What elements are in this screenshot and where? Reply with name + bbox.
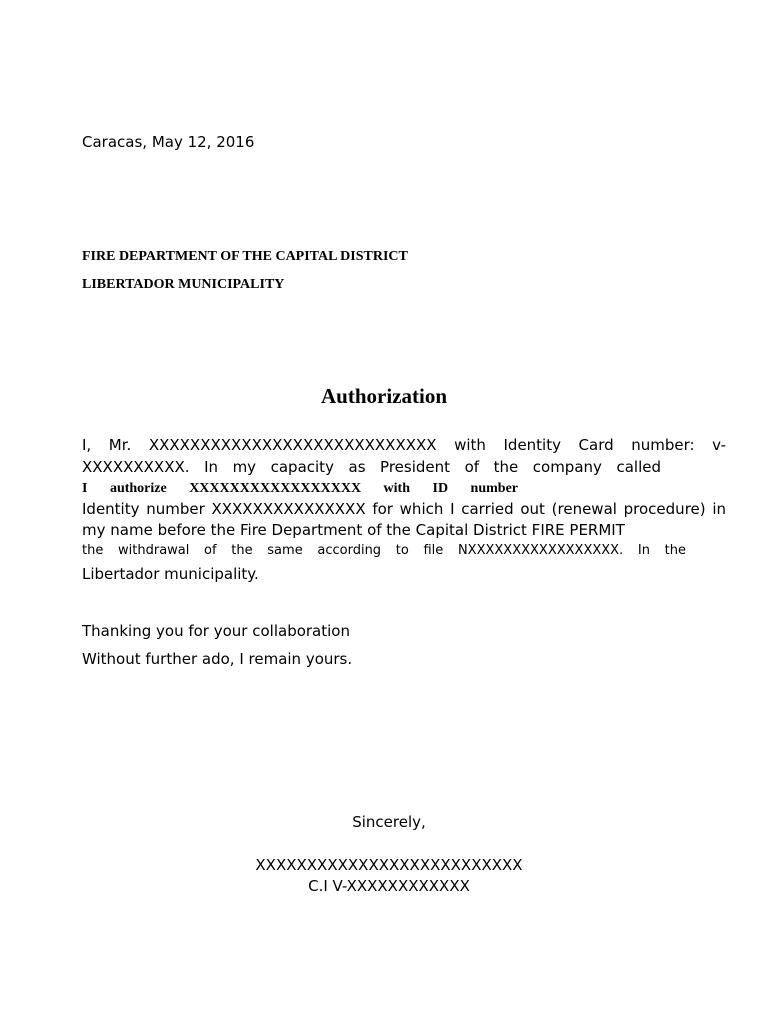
signature-salutation: Sincerely, [352, 813, 426, 831]
recipient-line-2: LIBERTADOR MUNICIPALITY [82, 277, 285, 292]
document-title: Authorization [321, 384, 447, 408]
body-line: the withdrawal of the same according to file NXXXXXXXXXXXXXXXXX. In the [82, 543, 686, 558]
closing-line-1: Thanking you for your collaboration [82, 622, 350, 640]
body-line-authorize: I authorize XXXXXXXXXXXXXXXXX with ID number [82, 481, 518, 496]
signer-name: XXXXXXXXXXXXXXXXXXXXXXXXXX [255, 856, 523, 874]
body-line: my name before the Fire Department of the Capital District FIRE PERMIT [82, 521, 625, 539]
body-line: Identity number XXXXXXXXXXXXXXX for which I carried out (renewal procedure) in [82, 500, 726, 518]
body-line: I, Mr. XXXXXXXXXXXXXXXXXXXXXXXXXXXX with Identity Card number: v- [82, 436, 726, 454]
date-line: Caracas, May 12, 2016 [82, 133, 255, 151]
closing-line-2: Without further ado, I remain yours. [82, 650, 353, 668]
body-line: XXXXXXXXXX. In my capacity as President of the company called [82, 458, 661, 476]
recipient-line-1: FIRE DEPARTMENT OF THE CAPITAL DISTRICT [82, 249, 408, 264]
signer-id: C.I V-XXXXXXXXXXXX [308, 877, 470, 895]
body-line: Libertador municipality. [82, 565, 259, 583]
